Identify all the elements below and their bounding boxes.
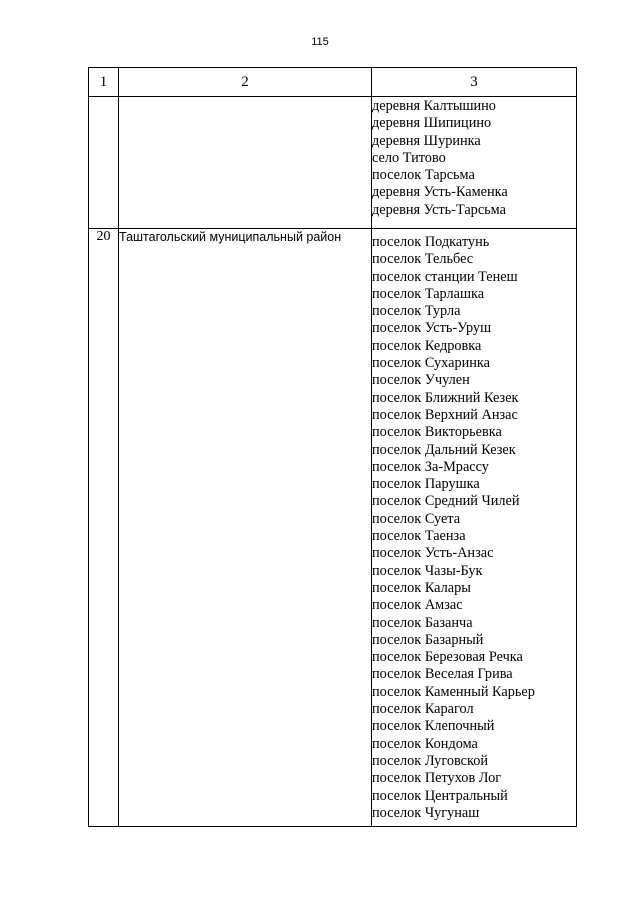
settlement-name: поселок Каменный Карьер xyxy=(372,683,535,700)
settlement-name: поселок Таенза xyxy=(372,528,466,545)
row-number-cell: 20 xyxy=(89,229,119,827)
settlement-name: поселок Луговской xyxy=(372,752,489,769)
settlement-name: деревня Усть-Тарсьма xyxy=(372,201,506,218)
column-header-3: 3 xyxy=(372,68,577,97)
settlement-name: поселок Викторьевка xyxy=(372,424,502,441)
settlement-name: поселок Калары xyxy=(372,579,471,596)
row-number-cell xyxy=(89,97,119,229)
settlement-name: поселок Усть-Уруш xyxy=(372,320,492,337)
settlement-name: поселок Центральный xyxy=(372,787,508,804)
settlement-name: поселок Турла xyxy=(372,303,461,320)
column-header-1: 1 xyxy=(89,68,119,97)
settlement-name: поселок Березовая Речка xyxy=(372,649,523,666)
settlements-table xyxy=(88,67,577,827)
settlement-name: деревня Усть-Каменка xyxy=(372,184,508,201)
settlement-name: деревня Калтышино xyxy=(372,98,496,114)
settlement-name: поселок Базанча xyxy=(372,614,473,631)
settlement-name: поселок Парушка xyxy=(372,476,480,493)
settlement-name: поселок Сухаринка xyxy=(372,355,490,372)
settlement-name: поселок Клепочный xyxy=(372,718,495,735)
settlements-cell xyxy=(372,97,577,229)
settlement-name: поселок Учулен xyxy=(372,372,470,389)
settlement-name: поселок Усть-Анзас xyxy=(372,545,494,562)
page-number: 115 xyxy=(311,36,329,48)
settlements-cell xyxy=(372,229,577,827)
settlement-name: поселок Суета xyxy=(372,510,461,527)
settlement-name: поселок Верхний Анзас xyxy=(372,406,518,423)
table-row xyxy=(89,97,577,229)
settlement-name: поселок За-Мрассу xyxy=(372,458,489,475)
table-row xyxy=(89,229,577,827)
settlement-name: поселок Базарный xyxy=(372,631,484,648)
settlement-name: поселок Карагол xyxy=(372,701,474,718)
settlement-name: поселок Кедровка xyxy=(372,337,482,354)
settlement-name: село Титово xyxy=(372,149,446,166)
settlement-name: поселок Тарсьма xyxy=(372,167,475,184)
district-cell xyxy=(119,97,372,229)
settlement-name: деревня Шипицино xyxy=(372,115,492,132)
settlement-name: поселок Ближний Кезек xyxy=(372,389,519,406)
settlement-name: поселок Амзас xyxy=(372,597,463,614)
settlement-name: поселок Веселая Грива xyxy=(372,666,513,683)
district-cell: Таштагольский муниципальный район xyxy=(119,229,372,827)
settlement-name: поселок Кондома xyxy=(372,735,478,752)
settlement-name: поселок Тельбес xyxy=(372,251,474,268)
settlement-name: поселок Тарлашка xyxy=(372,285,485,302)
column-header-2: 2 xyxy=(119,68,372,97)
settlement-name: поселок станции Тенеш xyxy=(372,268,518,285)
settlement-name: поселок Чугунаш xyxy=(372,804,480,821)
settlement-name: поселок Средний Чилей xyxy=(372,493,520,510)
settlement-name: поселок Подкатунь xyxy=(372,234,490,250)
settlement-name: поселок Петухов Лог xyxy=(372,770,502,787)
settlement-name: поселок Дальний Кезек xyxy=(372,441,516,458)
settlement-name: деревня Шуринка xyxy=(372,132,481,149)
settlement-name: поселок Чазы-Бук xyxy=(372,562,483,579)
table-header-row xyxy=(89,68,577,97)
